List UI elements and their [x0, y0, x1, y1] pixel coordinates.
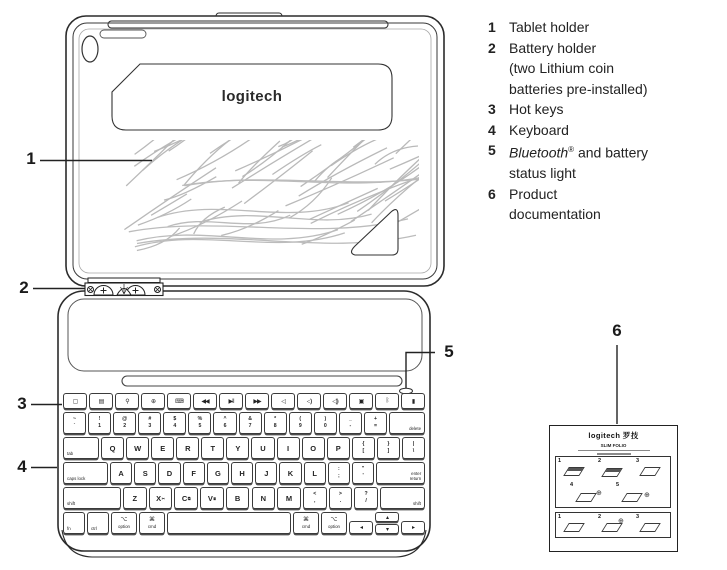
key-volume-down [297, 393, 321, 409]
key-1: ! 1 [88, 412, 111, 434]
key-arrow-left [349, 521, 373, 534]
parts-legend [488, 17, 720, 225]
arrow-right-icon: ▸ [411, 525, 414, 531]
key-r: R [176, 437, 199, 459]
option-icon: ⌥ [120, 516, 128, 523]
key-d: D [158, 462, 180, 484]
legend-item-keyboard: 4 Keyboard [488, 121, 569, 138]
app-switcher-icon: ▤ [98, 398, 104, 405]
arrow-left-icon: ◂ [359, 525, 362, 531]
key-y: Y [226, 437, 249, 459]
key-h: H [231, 462, 253, 484]
key-delete: delete [389, 412, 425, 434]
key-w: W [126, 437, 149, 459]
battery-check-icon: ▮ [411, 398, 415, 405]
key-arrow-down [375, 524, 399, 534]
key-e: E [151, 437, 174, 459]
virtual-keyboard-icon: ⌨ [175, 398, 183, 405]
mute-icon: ◁ [281, 398, 285, 405]
key-search [115, 393, 139, 409]
play-pause-icon: ▶‖ [228, 398, 234, 405]
key-t: T [201, 437, 224, 459]
key-screen-lock [349, 393, 373, 409]
step-illustration [621, 493, 643, 502]
callout-2: 2 [19, 278, 29, 297]
key-next-track [245, 393, 269, 409]
key-u: U [251, 437, 274, 459]
key-symbol: < , [303, 487, 327, 509]
key-x: X ✂ [149, 487, 173, 509]
step-illustration [563, 523, 585, 532]
key-option: ⌥ option [111, 512, 137, 534]
step-illustration [639, 523, 661, 532]
legend-item-documentation: 6 Product documentation [488, 185, 601, 223]
arrow-down-icon: ▾ [385, 526, 388, 533]
key-enter-return: enter return [376, 462, 425, 484]
key-o: O [302, 437, 325, 459]
copy-icon: ⧉ [187, 495, 191, 501]
key-s: S [134, 462, 156, 484]
key-fn: fn [63, 512, 85, 534]
key-symbol: } ] [377, 437, 400, 459]
key-virtual-keyboard [167, 393, 191, 409]
key-volume-up [323, 393, 347, 409]
product-documentation-card [549, 425, 678, 552]
key-4: $ 4 [163, 412, 186, 434]
key-i: I [277, 437, 300, 459]
callout-4: 4 [17, 457, 27, 476]
key-symbol: " ' [352, 462, 374, 484]
key-arrow-right [401, 521, 425, 534]
option-icon: ⌥ [330, 516, 338, 523]
key-j: J [255, 462, 277, 484]
key-symbol: _ - [339, 412, 362, 434]
next-track-icon: ▶▶ [253, 398, 261, 405]
paste-icon: ⧈ [213, 495, 216, 501]
key-g: G [207, 462, 229, 484]
key-app-switcher [89, 393, 113, 409]
key-battery-check [401, 393, 425, 409]
doc-fineprint-line [578, 450, 650, 452]
key-caps-lock: caps lock [63, 462, 108, 484]
key-8: * 8 [264, 412, 287, 434]
key-a: A [110, 462, 132, 484]
volume-down-icon: ◁) [306, 398, 312, 405]
key-7: & 7 [239, 412, 262, 434]
doc-fineprint-line [597, 453, 631, 455]
key-2: @ 2 [113, 412, 136, 434]
key-l: L [304, 462, 326, 484]
key-shift: shift [380, 487, 425, 509]
screen-lock-icon: ▣ [358, 398, 364, 405]
key-z: Z [123, 487, 147, 509]
key-mute [271, 393, 295, 409]
key-previous-track [193, 393, 217, 409]
key-shift: shift [63, 487, 121, 509]
doc-product-name: SLIM FOLIO [600, 443, 627, 448]
logitech-logo: logitech [221, 88, 283, 105]
circled-step-icon: ⊕ [644, 492, 650, 499]
key-b: B [226, 487, 250, 509]
key-symbol: | \ [402, 437, 425, 459]
step-illustration [639, 467, 661, 476]
key-arrow-up [375, 512, 399, 522]
battery-holder [85, 278, 163, 296]
key-c: C ⧉ [174, 487, 198, 509]
key-p: P [327, 437, 350, 459]
key-f: F [183, 462, 205, 484]
key-symbol: > . [329, 487, 353, 509]
key-q: Q [101, 437, 124, 459]
key-home [63, 393, 87, 409]
callout-6: 6 [612, 321, 622, 340]
step-illustration [575, 493, 597, 502]
key-space [167, 512, 291, 534]
key-5: % 5 [188, 412, 211, 434]
key-symbol: ? / [354, 487, 378, 509]
key-ctrl: ctrl [87, 512, 109, 534]
legend-item-battery-holder: 2 Battery holder (two Lithium coin batteries pre-installed) [488, 39, 648, 97]
camera-hole [82, 36, 98, 62]
doc-brand: logitech 罗技 [588, 431, 639, 440]
key-3: # 3 [138, 412, 161, 434]
volume-up-icon: ◁)) [332, 398, 338, 405]
key-option: ⌥ option [321, 512, 347, 534]
key-6: ^ 6 [213, 412, 236, 434]
legend-item-status-light: 5 Bluetooth® and battery status light [488, 142, 649, 182]
key-symbol: ~ ` [63, 412, 86, 434]
callout-3: 3 [17, 394, 27, 413]
key-m: M [277, 487, 301, 509]
language-icon: ⊕ [150, 398, 156, 405]
key-cmd: ⌘ cmd [293, 512, 319, 534]
legend-item-hot-keys: 3 Hot keys [488, 101, 564, 117]
key-language [141, 393, 165, 409]
search-icon: ⚲ [125, 398, 129, 405]
doc-setup-panel-2: 1 2 3 ⊕ [555, 512, 671, 538]
key-bluetooth [375, 393, 399, 409]
step-illustration [601, 468, 623, 477]
callout-1: 1 [26, 149, 36, 168]
callout-5: 5 [444, 342, 454, 361]
tablet-holder [66, 13, 481, 286]
key-n: N [252, 487, 276, 509]
key-play-pause [219, 393, 243, 409]
arrow-up-icon: ▴ [385, 514, 388, 521]
key-v: V ⧈ [200, 487, 224, 509]
circled-step-icon: ⊕ [618, 518, 624, 525]
circled-step-icon: ⊕ [596, 490, 602, 497]
step-illustration [563, 467, 585, 476]
key-symbol: : ; [328, 462, 350, 484]
cut-icon: ✂ [161, 495, 165, 501]
key-cmd: ⌘ cmd [139, 512, 165, 534]
key-k: K [279, 462, 301, 484]
key-9: ( 9 [289, 412, 312, 434]
doc-setup-panel-1: 1 2 3 4 5 ⊕ ⊕ [555, 456, 671, 508]
legend-item-tablet-holder: 1 Tablet holder [488, 19, 590, 35]
key-symbol: { [ [352, 437, 375, 459]
cmd-icon: ⌘ [303, 516, 309, 523]
bluetooth-icon: ᛒ [385, 398, 389, 404]
key-tab: tab [63, 437, 99, 459]
key-symbol: + = [364, 412, 387, 434]
key-0: ) 0 [314, 412, 337, 434]
home-icon: ▢ [72, 398, 78, 405]
previous-track-icon: ◀◀ [201, 398, 209, 405]
cmd-icon: ⌘ [149, 516, 155, 523]
